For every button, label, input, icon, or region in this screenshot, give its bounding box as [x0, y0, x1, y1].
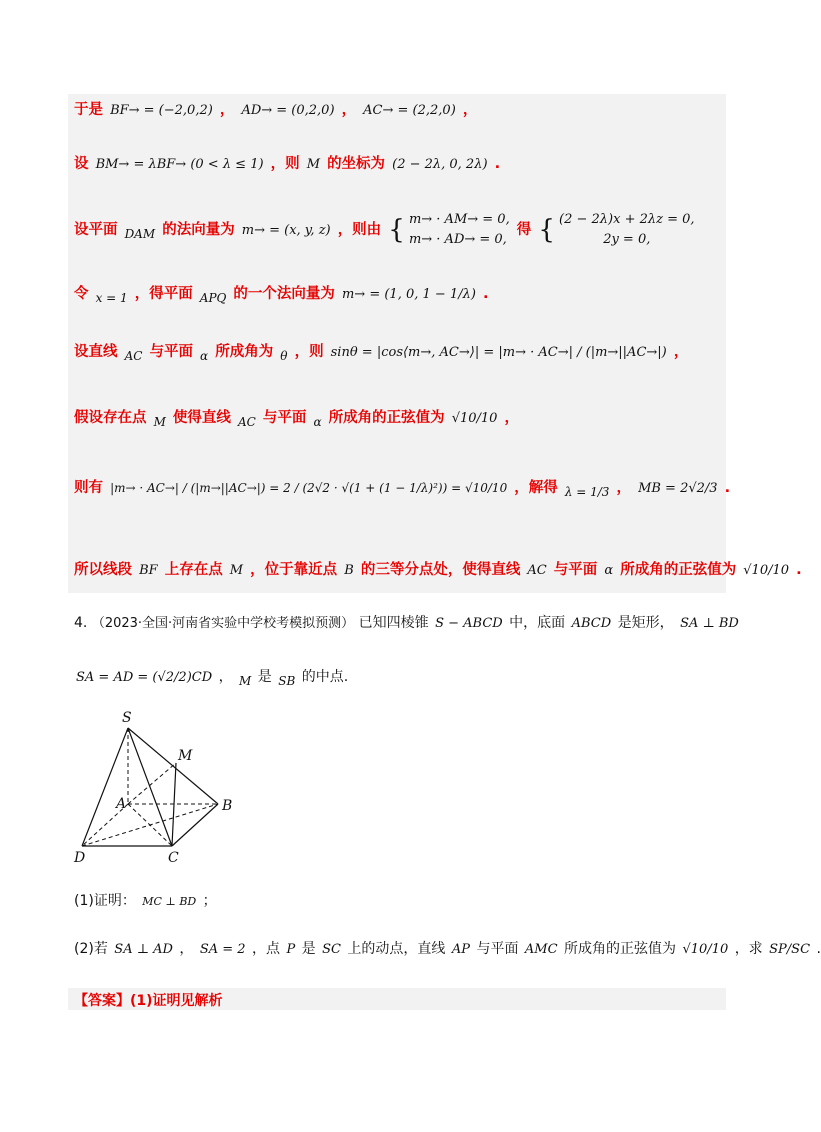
label-b: B [222, 798, 233, 814]
bm-equation-math: BM→ = λBF→ (0 < λ ≤ 1) [95, 156, 264, 172]
text: 设 [74, 156, 89, 172]
plane-alpha-math: α [313, 414, 322, 429]
text: ，点 [252, 941, 280, 957]
equation-system-1: { m→ · AM→ = 0, m→ · AD→ = 0, [388, 210, 509, 250]
text: (2)若 [74, 941, 108, 957]
text: 所成角的正弦值为 [328, 410, 445, 426]
text: . [724, 480, 731, 496]
lambda-result-math: λ = 1/3 [564, 484, 610, 499]
normal-vector-result-math: m→ = (1, 0, 1 − 1/λ) [341, 286, 476, 302]
point-m-math: M [306, 156, 320, 172]
part-1 [74, 890, 217, 910]
sa-perp-bd-math: SA ⊥ BD [680, 615, 739, 631]
label-m: M [178, 748, 193, 764]
text: ， [504, 410, 520, 426]
edge-cb [172, 804, 218, 846]
text: 的中点. [301, 669, 349, 685]
text: 上存在点 [164, 562, 223, 578]
sep: ， [219, 102, 235, 118]
text: ，则 [270, 156, 300, 172]
text: ， [218, 669, 233, 685]
solution-conclusion [74, 558, 802, 579]
sa-perp-ad-math: SA ⊥ AD [114, 941, 173, 957]
sa-equals-2-math: SA = 2 [199, 941, 246, 957]
text: 是 [257, 669, 272, 685]
line-ap-math: AP [451, 941, 471, 957]
problem-statement-line-2 [74, 666, 348, 688]
segment-sb-math: SB [278, 673, 296, 688]
text: 所成角的正弦值为 [620, 562, 737, 578]
text: . [796, 562, 802, 578]
text: 的一个法向量为 [233, 286, 335, 302]
edge-sc [128, 728, 172, 846]
text: 所以线段 [74, 562, 132, 578]
text: ，则 [294, 344, 324, 360]
plane-alpha-math: α [200, 348, 209, 363]
mb-result-math: MB = 2√2/3 [638, 480, 718, 496]
text: . [816, 941, 821, 957]
text: ； [202, 893, 217, 909]
line-ac-math: AC [527, 562, 547, 578]
x-equals-1-math: x = 1 [95, 290, 128, 305]
vector-ac-math: AC→ = (2,2,0) [363, 102, 456, 118]
text: 的三等分点处，使得直线 [360, 562, 521, 578]
text: 与平面 [262, 410, 307, 426]
text: ， [179, 941, 194, 957]
text: 已知四棱锥 [358, 615, 429, 631]
system-1-row-2: m→ · AD→ = 0, [408, 232, 507, 247]
text: 与平面 [476, 941, 519, 957]
problem-source: （2023·全国·河南省实验中学校考模拟预测） [91, 616, 355, 631]
sa-ad-cd-relation-math: SA = AD = (√2/2)CD [76, 669, 213, 685]
text: ，得平面 [134, 286, 193, 302]
solution-line-5 [74, 340, 714, 363]
text: 的法向量为 [162, 222, 235, 238]
label-d: D [74, 850, 86, 866]
plane-dam-math: DAM [124, 226, 156, 241]
segment-bf-math: BF [139, 562, 158, 578]
text: 设直线 [74, 344, 118, 360]
text: (1)证明： [74, 893, 136, 909]
system-2-row-2: 2y = 0, [603, 232, 651, 247]
solution-line-6 [74, 406, 714, 429]
sqrt10-over-10-math: √10/10 [451, 410, 498, 426]
solution-line-1 [74, 98, 714, 119]
sqrt10-over-10-math: √10/10 [743, 562, 790, 578]
sqrt10-over-10-math: √10/10 [682, 941, 729, 957]
solution-line-2 [74, 152, 714, 173]
plane-amc-math: AMC [524, 941, 558, 957]
text: ， [673, 344, 689, 360]
edge-am-hidden [128, 763, 176, 804]
text: 设平面 [74, 222, 118, 238]
sep: ， [462, 102, 478, 118]
angle-theta-math: θ [280, 348, 288, 363]
pyramid-figure [70, 700, 250, 870]
system-2-row-1: (2 − 2λ)x + 2λz = 0, [559, 212, 695, 227]
plane-alpha-math: α [604, 562, 614, 578]
text: ， [616, 480, 631, 496]
text: 所成角为 [215, 344, 274, 360]
point-m-math: M [153, 414, 166, 429]
label-c: C [168, 850, 179, 866]
text: ，解得 [514, 480, 558, 496]
text: 使得直线 [172, 410, 231, 426]
text: 上的动点，直线 [347, 941, 446, 957]
text: 于是 [74, 102, 103, 118]
edge-sd [82, 728, 128, 846]
text: 所成角的正弦值为 [564, 941, 677, 957]
text: 令 [74, 286, 89, 302]
m-coordinates-math: (2 − 2λ, 0, 2λ) [392, 156, 488, 172]
text: 是矩形， [617, 615, 674, 631]
solution-line-7 [74, 476, 731, 499]
text: ，则由 [337, 222, 382, 238]
text: ，位于靠近点 [250, 562, 338, 578]
pyramid-math: S − ABCD [435, 615, 503, 631]
solution-line-4 [74, 282, 714, 305]
answer-line [74, 990, 223, 1010]
solution-line-3 [74, 210, 714, 250]
text: 则有 [74, 480, 103, 496]
sep: ， [341, 102, 357, 118]
point-m-math: M [239, 673, 252, 688]
problem-statement-line-1 [74, 612, 741, 632]
system-1-row-1: m→ · AM→ = 0, [408, 212, 510, 227]
label-s: S [122, 710, 132, 726]
point-b-math: B [344, 562, 354, 578]
text: 与平面 [553, 562, 598, 578]
normal-vector-math: m→ = (x, y, z) [241, 222, 331, 238]
text: . [482, 286, 489, 302]
text: . [494, 156, 501, 172]
point-p-math: P [286, 941, 296, 957]
plane-apq-math: APQ [199, 290, 227, 305]
vector-ad-math: AD→ = (0,2,0) [241, 102, 335, 118]
answer-label: 【答案】 [74, 993, 130, 1009]
text: 是 [301, 941, 316, 957]
text: 的坐标为 [327, 156, 386, 172]
segment-sc-math: SC [322, 941, 341, 957]
point-m-math: M [229, 562, 244, 578]
sp-over-sc-math: SP/SC [769, 941, 811, 957]
problem-number: 4. [74, 615, 88, 631]
text: ，求 [734, 941, 763, 957]
base-abcd-math: ABCD [571, 615, 612, 631]
text: 中，底面 [509, 615, 566, 631]
sin-theta-formula-math: sinθ = |cos⟨m→, AC→⟩| = |m→ · AC→| / (|m→||AC→|) [330, 344, 667, 360]
sine-equation-math: |m→ · AC→| / (|m→||AC→|) = 2 / (2√2 · √(1 + (1 − 1/λ)²)) = √10/10 [110, 481, 508, 495]
line-ac-math: AC [124, 348, 143, 363]
text: 与平面 [149, 344, 193, 360]
vector-bf-math: BF→ = (−2,0,2) [110, 102, 213, 118]
answer-text: (1)证明见解析 [130, 993, 223, 1009]
text: 得 [516, 222, 532, 238]
equation-system-2: { (2 − 2λ)x + 2λz = 0, 2y = 0, [538, 210, 694, 250]
mc-perp-bd-math: MC ⊥ BD [142, 894, 197, 908]
diagonal-bd-hidden [82, 804, 218, 846]
label-a: A [116, 796, 127, 812]
part-2 [74, 938, 821, 958]
text: 假设存在点 [74, 410, 147, 426]
line-ac-math: AC [237, 414, 256, 429]
